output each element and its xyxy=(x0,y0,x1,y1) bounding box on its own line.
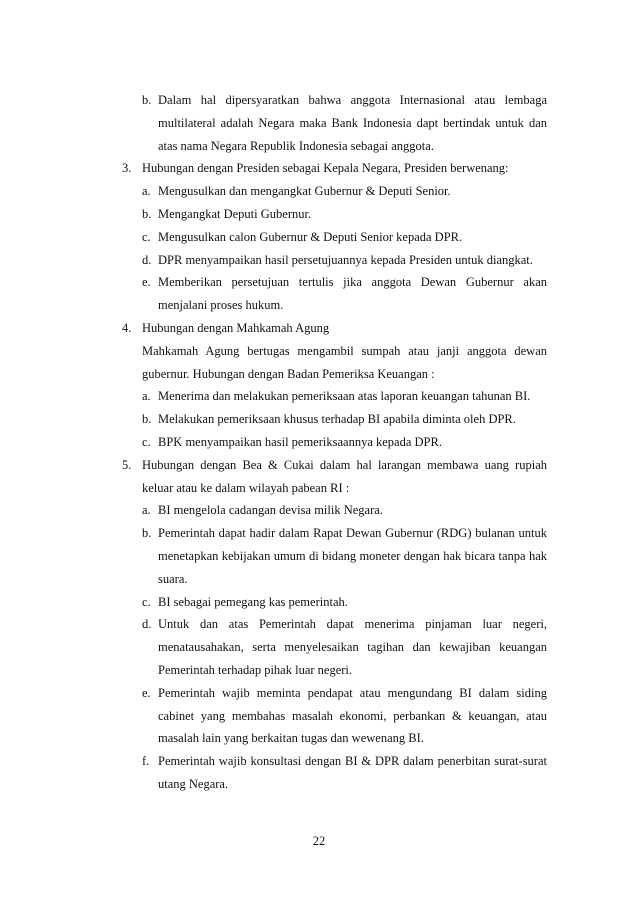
list-item xyxy=(122,522,547,590)
document-body xyxy=(122,89,547,796)
list-item-text: Untuk dan atas Pemerintah dapat menerima pinjaman luar negeri, menatausahakan, serta menyelesaikan tagihan dan kewajiban keuangan Pemerintah terhadap pihak luar negeri. xyxy=(158,617,547,677)
list-item-text: Pemerintah wajib konsultasi dengan BI & DPR dalam penerbitan surat-surat utang Negara. xyxy=(158,754,547,791)
list-item xyxy=(122,271,547,317)
list-item xyxy=(122,454,547,500)
list-item xyxy=(122,750,547,796)
list-marker: d. xyxy=(142,252,152,267)
list-marker: f. xyxy=(142,754,150,769)
list-marker: c. xyxy=(142,594,151,609)
list-marker: a. xyxy=(142,503,151,518)
list-item-text: DPR menyampaikan hasil persetujuannya kepada Presiden untuk diangkat. xyxy=(158,252,533,267)
list-marker: e. xyxy=(142,275,151,290)
list-marker: 3. xyxy=(122,161,132,176)
list-marker: c. xyxy=(142,229,151,244)
list-item-text: Hubungan dengan Bea & Cukai dalam hal larangan membawa uang rupiah keluar atau ke dalam wilayah pabean RI : xyxy=(142,457,547,495)
list-item-text: BPK menyampaikan hasil pemeriksaannya kepada DPR. xyxy=(158,434,442,449)
list-item-text: Mengusulkan dan mengangkat Gubernur & Deputi Senior. xyxy=(158,184,451,199)
list-item xyxy=(122,431,547,454)
list-item xyxy=(122,499,547,522)
list-item xyxy=(122,613,547,681)
list-item-text: BI sebagai pemegang kas pemerintah. xyxy=(158,594,348,609)
list-item-text: Pemerintah dapat hadir dalam Rapat Dewan Gubernur (RDG) bulanan untuk menetapkan kebijakan umum di bidang moneter dengan hak bicara tanpa hak suara. xyxy=(158,526,547,586)
list-item xyxy=(122,180,547,203)
list-item-text: Mengusulkan calon Gubernur & Deputi Senior kepada DPR. xyxy=(158,229,463,244)
list-item xyxy=(122,317,547,340)
list-marker: a. xyxy=(142,184,151,199)
paragraph xyxy=(122,340,547,386)
list-item-text: Menerima dan melakukan pemeriksaan atas laporan keuangan tahunan BI. xyxy=(158,389,531,404)
list-item-text: Melakukan pemeriksaan khusus terhadap BI apabila diminta oleh DPR. xyxy=(158,412,516,427)
list-marker: b. xyxy=(142,412,152,427)
list-item xyxy=(122,89,547,157)
list-item xyxy=(122,157,547,180)
list-marker: 4. xyxy=(122,320,132,335)
list-item xyxy=(122,226,547,249)
list-marker: 5. xyxy=(122,457,132,472)
list-item-text: BI mengelola cadangan devisa milik Negara. xyxy=(158,503,383,518)
list-item xyxy=(122,591,547,614)
list-item xyxy=(122,385,547,408)
list-item xyxy=(122,249,547,272)
list-item-text: Dalam hal dipersyaratkan bahwa anggota Internasional atau lembaga multilateral adalah Negara maka Bank Indonesia dapt bertindak untuk dan atas nama Negara Republik Indonesia sebagai anggota. xyxy=(158,93,547,153)
list-item-text: Mengangkat Deputi Gubernur. xyxy=(158,206,312,221)
page-number: 22 xyxy=(312,834,326,848)
paragraph-text: Mahkamah Agung bertugas mengambil sumpah atau janji anggota dewan gubernur. Hubungan dengan Badan Pemeriksa Keuangan : xyxy=(142,343,547,381)
list-item xyxy=(122,203,547,226)
list-marker: c. xyxy=(142,434,151,449)
list-marker: b. xyxy=(142,526,152,541)
list-item-text: Hubungan dengan Mahkamah Agung xyxy=(142,320,330,335)
list-marker: b. xyxy=(142,206,152,221)
list-marker: a. xyxy=(142,389,151,404)
list-item xyxy=(122,408,547,431)
list-item-text: Hubungan dengan Presiden sebagai Kepala Negara, Presiden berwenang: xyxy=(142,161,509,176)
list-marker: b. xyxy=(142,93,152,107)
list-marker: e. xyxy=(142,685,151,700)
list-item-text: Pemerintah wajib meminta pendapat atau mengundang BI dalam siding cabinet yang membahas masalah ekonomi, perbankan & keuangan, atau masalah lain yang berkaitan tugas dan wewenang BI. xyxy=(158,685,547,746)
list-item-text: Memberikan persetujuan tertulis jika anggota Dewan Gubernur akan menjalani proses hukum. xyxy=(158,275,547,313)
list-marker: d. xyxy=(142,617,152,632)
list-item xyxy=(122,682,547,750)
